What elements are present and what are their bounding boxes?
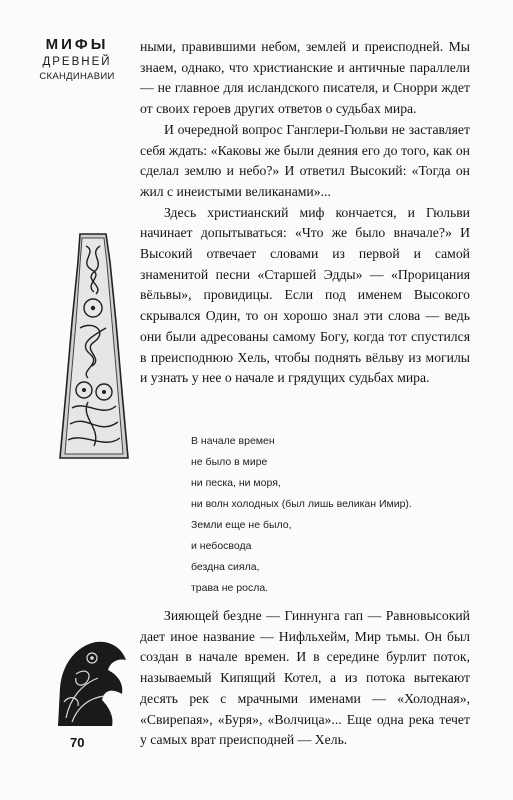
paragraph-3: Здесь христианский миф кончается, и Гюльви начинает допытываться: «Что же было вначале?» И Высокий отвечает словами из первой и самой знаменитой песни «Старшей Эдды» — «Прорицания вёльвы», провидицы. Если под именем Высокого скрывался Один, то он хорошо знал эти слова — ведь они были адресованы самому Богу, когда тот спустился в преисподнюю Хель, чтобы поднять вёльву из могилы и узнать у нее о начале и грядущих судьбах мира. <box>140 204 470 386</box>
carved-ornament-panel-illustration <box>58 232 130 460</box>
series-title-line-2: ДРЕВНЕЙ <box>42 56 112 68</box>
series-title <box>32 36 122 84</box>
paragraph-2: И очередной вопрос Ганглери-Гюльви не заставляет себя ждать: «Каковы же были деяния его до того, как он сделал землю и небо?» И ответил Высокий: «Тогда он жил с инеистыми великанами»... <box>140 121 470 199</box>
paragraph-4: Зияющей бездне — Гиннунга гап — Равновысокий дает иное название — Нифльхейм, Мир тьмы. Он был создан в начале времен. И в середине бурлит поток, называемый Кипящий Котел, а из потока вытекают десять рек с мрачными именами — «Холодная», «Свирепая», «Буря», «Волчица»... Еще одна река течет у самых врат преисподней — Хель. <box>140 608 470 748</box>
poem-line: ни волн холодных (был лишь великан Имир). <box>191 498 412 510</box>
paragraph-1: ными, правившими небом, землей и преисподней. Мы знаем, однако, что христианские и античные параллели — не главное для исландского писателя, и Снорри ждет от своих героев других ответов о судьбах мира. <box>140 39 470 117</box>
body-text-column-lower <box>140 606 470 751</box>
poem-line: бездна сияла, <box>191 561 260 573</box>
body-text-column <box>140 37 470 389</box>
series-title-line-3: СКАНДИНАВИИ <box>39 71 115 82</box>
poem-line: Земли еще не было, <box>191 519 292 531</box>
poem-line: не было в мире <box>191 456 268 468</box>
poem-line: ни песка, ни моря, <box>191 477 281 489</box>
dragon-head-ornament-illustration <box>52 628 132 728</box>
poem-line: и небосвода <box>191 540 252 552</box>
poem-line: В начале времен <box>191 435 275 447</box>
page-number: 70 <box>70 735 85 750</box>
eddic-poem-quote <box>191 431 481 599</box>
series-title-line-1: МИФЫ <box>45 36 109 53</box>
poem-line: трава не росла. <box>191 582 269 594</box>
